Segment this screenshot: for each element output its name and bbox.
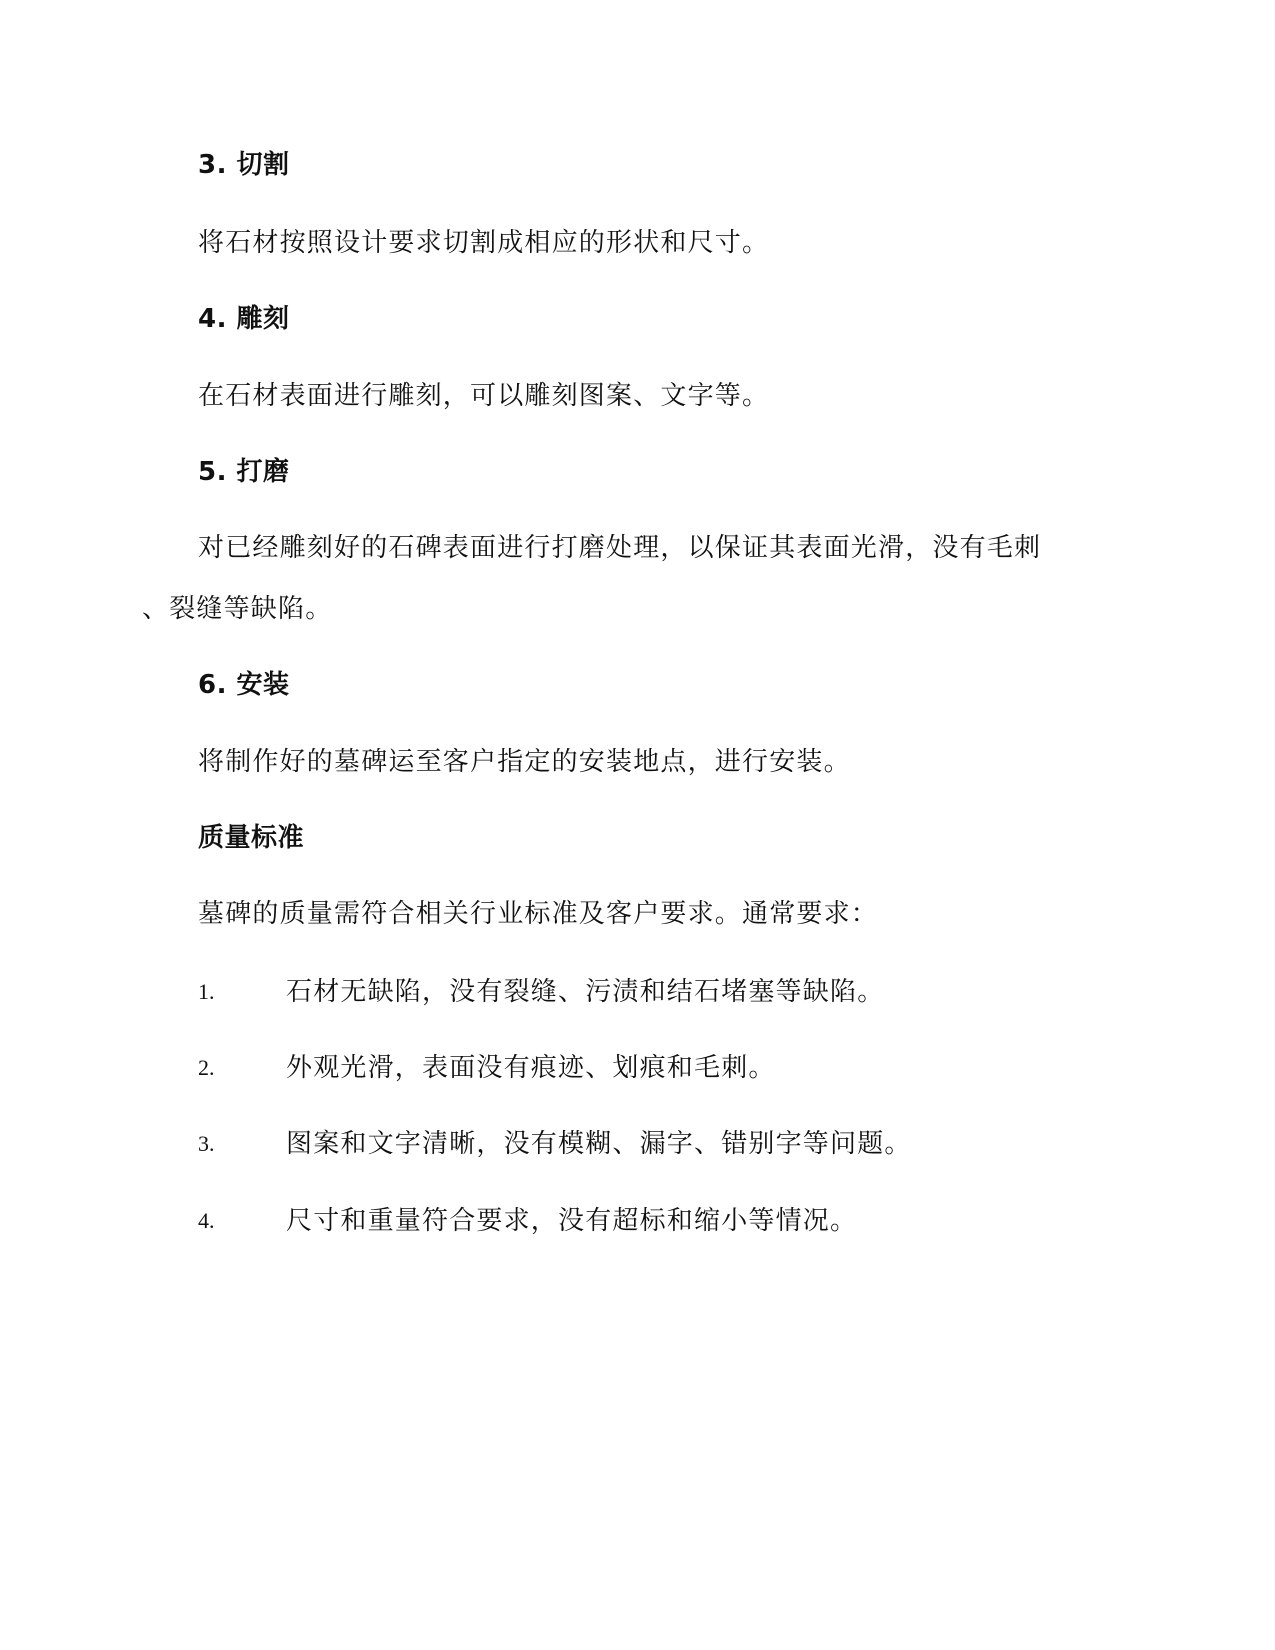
list-item-text: 石材无缺陷，没有裂缝、污渍和结石堵塞等缺陷。 [286,977,885,1007]
quality-heading: 质量标准 [198,823,305,853]
section-paragraph-polishing-line1: 对已经雕刻好的石碑表面进行打磨处理，以保证其表面光滑，没有毛刺 [198,533,1042,563]
list-item-number: 1. [198,979,215,1004]
quality-intro: 墓碑的质量需符合相关行业标准及客户要求。通常要求： [198,899,879,929]
section-paragraph-installation: 将制作好的墓碑运至客户指定的安装地点，进行安装。 [198,747,851,777]
list-item-number: 3. [198,1131,215,1156]
section-heading-cutting: 3. 切割 [198,150,290,180]
list-item-text: 外观光滑，表面没有痕迹、划痕和毛刺。 [286,1053,776,1083]
section-paragraph-polishing-line2: 、裂缝等缺陷。 [142,594,333,624]
list-item-number: 4. [198,1208,215,1233]
section-paragraph-cutting: 将石材按照设计要求切割成相应的形状和尺寸。 [198,228,770,258]
section-heading-carving: 4. 雕刻 [198,304,290,334]
section-heading-installation: 6. 安装 [198,670,290,700]
section-heading-polishing: 5. 打磨 [198,457,290,487]
list-item-text: 尺寸和重量符合要求，没有超标和缩小等情况。 [286,1206,858,1236]
section-paragraph-carving: 在石材表面进行雕刻，可以雕刻图案、文字等。 [198,381,770,411]
list-item-number: 2. [198,1055,215,1080]
list-item-text: 图案和文字清晰，没有模糊、漏字、错别字等问题。 [286,1129,912,1159]
